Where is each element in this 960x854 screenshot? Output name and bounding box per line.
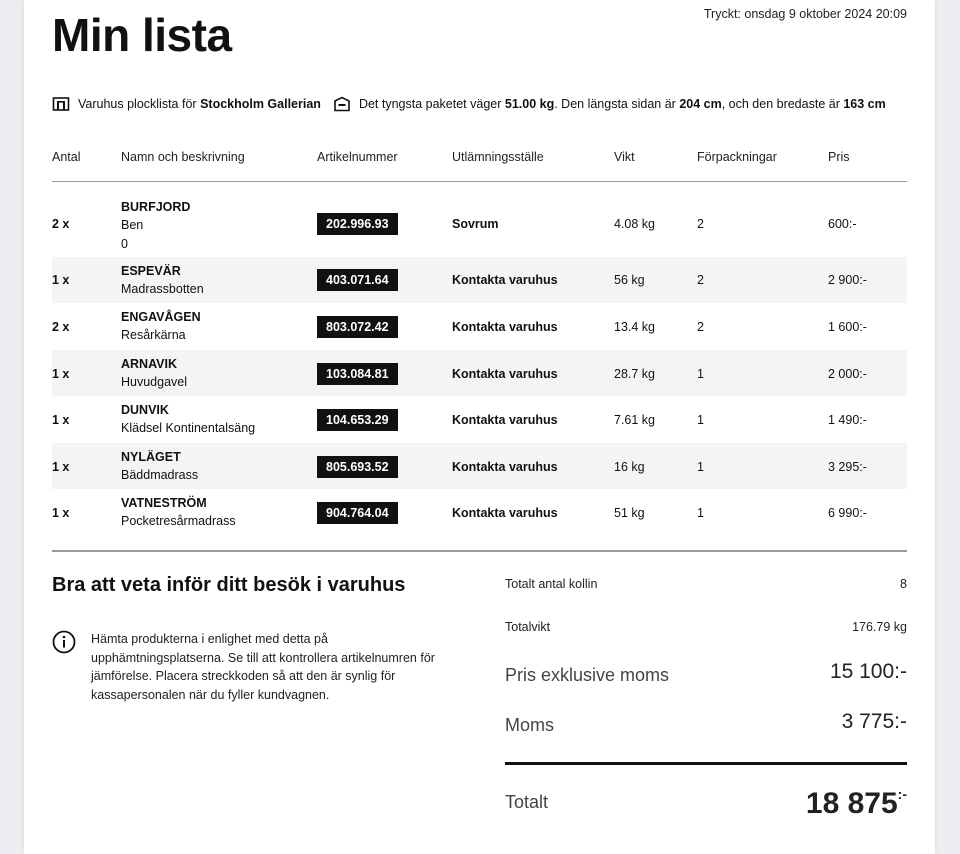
product-desc: Bäddmadrass [121, 468, 199, 482]
col-packages: Förpackningar [697, 150, 777, 164]
row-location: Kontakta varuhus [452, 367, 558, 381]
package-mid: . Den längsta sidan är [554, 97, 676, 111]
table-row [52, 443, 907, 489]
row-qty: 1 x [52, 273, 70, 287]
know-text: Hämta produkterna i enlighet med detta på upphämtningsplatserna. Se till att kontrollera artikelnumren för jämförelse. Placera streckkoden så att den är synlig för kassapersonalen när du fyller kundvagnen. [91, 632, 435, 702]
product-name: ENGAVÅGEN [121, 310, 201, 324]
row-packages: 2 [697, 320, 704, 334]
row-weight: 51 kg [614, 506, 645, 520]
package-icon [333, 96, 351, 112]
package-mid2: , och den bredaste är [721, 97, 840, 111]
row-location: Kontakta varuhus [452, 273, 558, 287]
row-price: 2 000:- [828, 367, 867, 381]
total-amount: 18 875 [805, 787, 898, 820]
row-weight: 4.08 kg [614, 217, 656, 231]
col-article: Artikelnummer [317, 150, 398, 164]
product-name: ARNAVIK [121, 357, 178, 371]
summary-total-value [806, 786, 907, 821]
product-desc: Pocketresårmadrass [121, 514, 236, 528]
table-row [52, 396, 907, 443]
row-qty: 1 x [52, 506, 70, 520]
table-row [52, 303, 907, 350]
summary-total-label: Totalt [505, 792, 549, 812]
summary-divider [505, 762, 907, 765]
row-weight: 56 kg [614, 273, 645, 287]
row-location: Sovrum [452, 217, 499, 231]
page-title: Min lista [52, 9, 232, 61]
row-weight: 13.4 kg [614, 320, 656, 334]
row-name [121, 263, 204, 299]
article-barcode: 104.653.29 [317, 409, 398, 431]
store-icon [52, 96, 70, 112]
total-suffix: :- [897, 786, 907, 802]
row-location: Kontakta varuhus [452, 506, 558, 520]
row-location: Kontakta varuhus [452, 460, 558, 474]
row-name [121, 199, 190, 254]
package-widest: 163 cm [843, 97, 886, 111]
row-price: 2 900:- [828, 273, 867, 287]
package-prefix: Det tyngsta paketet väger [358, 97, 502, 111]
summary-weight-label: Totalvikt [505, 620, 551, 634]
row-packages: 1 [697, 413, 704, 427]
product-name: DUNVIK [121, 403, 169, 417]
product-desc: Huvudgavel [121, 375, 188, 389]
row-name [121, 495, 236, 531]
printed-date: Tryckt: onsdag 9 oktober 2024 20:09 [703, 7, 907, 21]
table-header [52, 148, 907, 182]
row-packages: 2 [697, 217, 704, 231]
summary-total [505, 776, 907, 824]
summary-packages-label: Totalt antal kollin [505, 577, 598, 591]
row-weight: 16 kg [614, 460, 645, 474]
row-qty: 2 x [52, 217, 70, 231]
row-location: Kontakta varuhus [452, 413, 558, 427]
package-weight: 51.00 kg [504, 97, 555, 111]
summary-packages [505, 577, 907, 595]
row-weight: 7.61 kg [614, 413, 656, 427]
row-price: 1 600:- [828, 320, 867, 334]
col-name: Namn och beskrivning [121, 150, 245, 164]
row-price: 6 990:- [828, 506, 867, 520]
summary-excl-label: Pris exklusive moms [505, 665, 670, 685]
product-name: BURFJORD [121, 200, 191, 214]
product-name: VATNESTRÖM [121, 496, 207, 510]
store-name: Stockholm Gallerian [200, 97, 321, 111]
summary-vat-value: 3 775:- [841, 710, 907, 733]
summary-packages-value: 8 [900, 577, 907, 591]
summary-vat [505, 710, 907, 738]
row-name [121, 449, 198, 485]
table-row [52, 350, 907, 396]
row-packages: 2 [697, 273, 704, 287]
row-price: 600:- [828, 217, 857, 231]
product-desc: Klädsel Kontinentalsäng [121, 421, 256, 435]
row-qty: 1 x [52, 460, 70, 474]
table-row [52, 257, 907, 303]
summary-excl-vat [505, 660, 907, 688]
row-qty: 2 x [52, 320, 70, 334]
items-table [52, 182, 907, 536]
col-weight: Vikt [614, 150, 635, 164]
row-packages: 1 [697, 506, 704, 520]
article-barcode: 403.071.64 [317, 269, 398, 291]
summary-vat-label: Moms [505, 715, 554, 735]
product-name: NYLÄGET [121, 450, 181, 464]
article-barcode: 803.072.42 [317, 316, 398, 338]
col-location: Utlämningsställe [452, 150, 544, 164]
printout-page [24, 0, 935, 854]
table-row [52, 182, 907, 257]
product-desc: Resårkärna [121, 328, 186, 342]
package-longest: 204 cm [679, 97, 722, 111]
summary-excl-value: 15 100:- [829, 660, 907, 683]
row-packages: 1 [697, 460, 704, 474]
row-qty: 1 x [52, 413, 70, 427]
col-price: Pris [828, 150, 850, 164]
row-price: 3 295:- [828, 460, 867, 474]
col-qty: Antal [52, 150, 81, 164]
row-name [121, 402, 255, 438]
info-bar [52, 96, 907, 112]
product-name: ESPEVÄR [121, 264, 181, 278]
summary-weight [505, 620, 907, 638]
row-name [121, 356, 187, 392]
product-desc-2: 0 [121, 237, 128, 251]
article-barcode: 904.764.04 [317, 502, 398, 524]
article-barcode: 103.084.81 [317, 363, 398, 385]
info-icon [52, 630, 76, 654]
article-barcode: 202.996.93 [317, 213, 398, 235]
row-name [121, 309, 201, 345]
know-title: Bra att veta inför ditt besök i varuhus [52, 574, 406, 596]
table-row [52, 489, 907, 536]
row-price: 1 490:- [828, 413, 867, 427]
row-location: Kontakta varuhus [452, 320, 558, 334]
row-weight: 28.7 kg [614, 367, 656, 381]
product-desc: Ben [121, 218, 144, 232]
product-desc: Madrassbotten [121, 282, 204, 296]
article-barcode: 805.693.52 [317, 456, 398, 478]
row-qty: 1 x [52, 367, 70, 381]
row-packages: 1 [697, 367, 704, 381]
store-prefix: Varuhus plocklista för [78, 97, 197, 111]
divider [52, 550, 907, 552]
summary-weight-value: 176.79 kg [852, 620, 907, 634]
